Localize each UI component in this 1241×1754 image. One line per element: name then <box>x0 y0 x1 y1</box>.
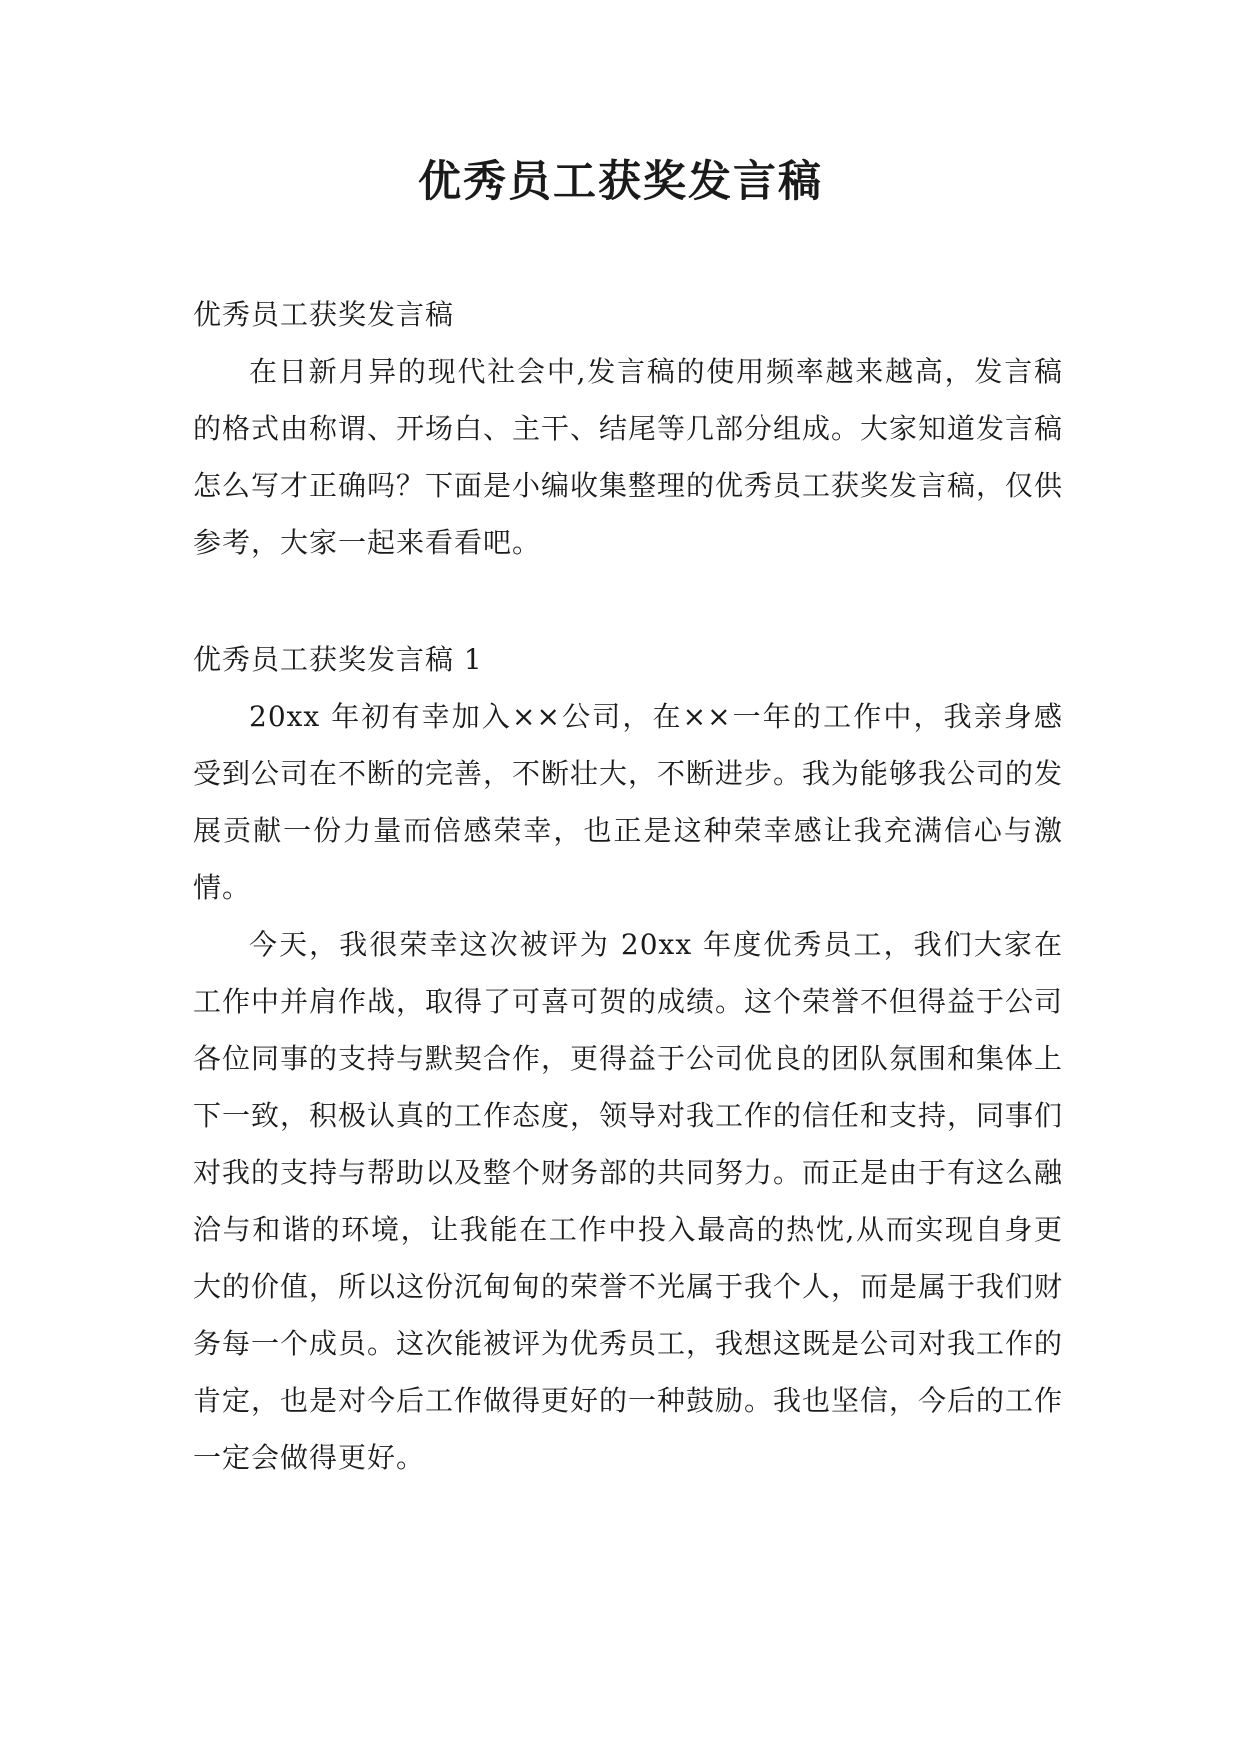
document-body <box>193 286 1063 1486</box>
intro-heading: 优秀员工获奖发言稿 <box>193 298 455 331</box>
section-heading: 优秀员工获奖发言稿 1 <box>193 643 483 676</box>
body-paragraph-2: 今天，我很荣幸这次被评为 20xx 年度优秀员工，我们大家在工作中并肩作战，取得了可喜可贺的成绩。这个荣誉不但得益于公司各位同事的支持与默契合作，更得益于公司优良的团队氛围和集体上下一致，积极认真的工作态度，领导对我工作的信任和支持，同事们对我的支持与帮助以及整个财务部的共同努力。而正是由于有这么融洽与和谐的环境，让我能在工作中投入最高的热忱,从而实现自身更大的价值，所以这份沉甸甸的荣誉不光属于我个人，而是属于我们财务每一个成员。这次能被评为优秀员工，我想这既是公司对我工作的肯定，也是对今后工作做得更好的一种鼓励。我也坚信，今后的工作一定会做得更好。 <box>193 928 1064 1474</box>
intro-paragraph: 在日新月异的现代社会中,发言稿的使用频率越来越高，发言稿的格式由称谓、开场白、主干、结尾等几部分组成。大家知道发言稿怎么写才正确吗？下面是小编收集整理的优秀员工获奖发言稿，仅供参考，大家一起来看看吧。 <box>193 355 1064 559</box>
document-title: 优秀员工获奖发言稿 <box>418 157 823 207</box>
section-spacer <box>193 571 1063 631</box>
body-paragraph-1: 20xx 年初有幸加入××公司，在××一年的工作中，我亲身感受到公司在不断的完善，不断壮大，不断进步。我为能够我公司的发展贡献一份力量而倍感荣幸，也正是这种荣幸感让我充满信心与激情。 <box>193 700 1064 904</box>
